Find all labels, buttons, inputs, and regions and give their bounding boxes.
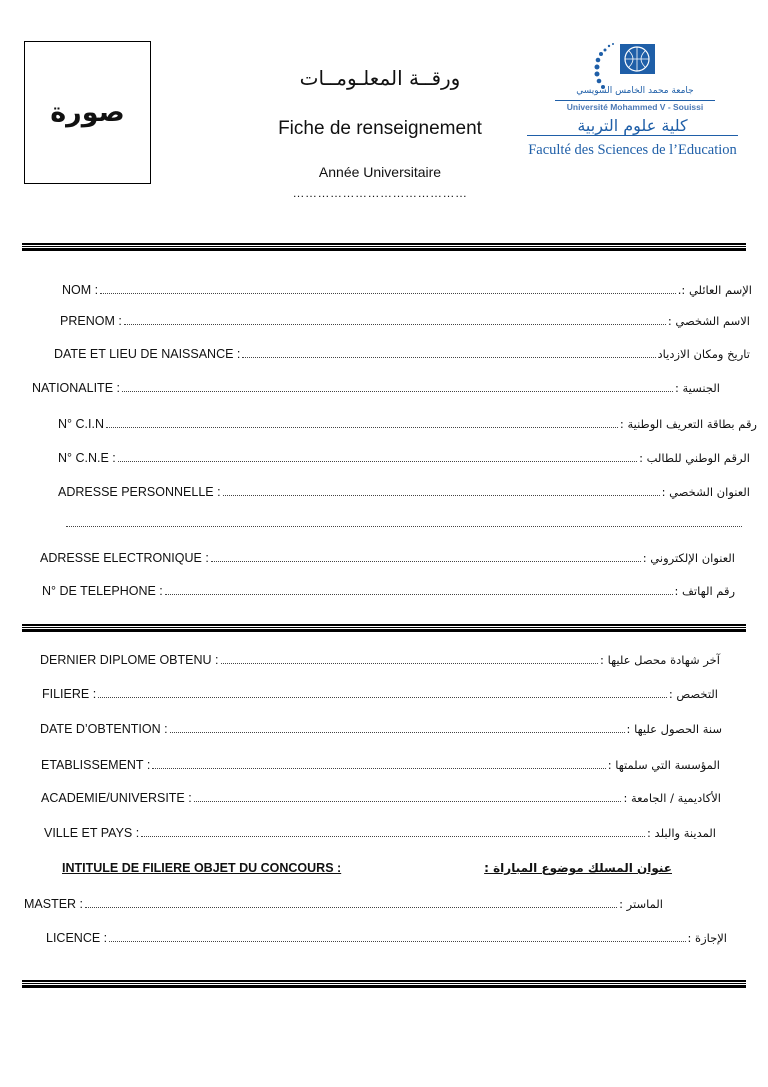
concours-heading-fr: INTITULE DE FILIERE OBJET DU CONCOURS : — [62, 861, 342, 875]
field-input[interactable] — [170, 731, 625, 733]
field-input[interactable] — [122, 390, 673, 392]
field-label-fr: MASTER : — [24, 897, 84, 911]
title-arabic: ورقــة المعلـومــات — [299, 66, 461, 90]
photo-label: صورة — [50, 97, 125, 128]
field-row-diplome[interactable] — [40, 653, 720, 667]
field-label-ar: رقم بطاقة التعريف الوطنية : — [619, 417, 757, 431]
field-label-ar: العنوان الإلكتروني : — [642, 551, 735, 565]
field-row-academie[interactable] — [41, 791, 721, 805]
field-row-adresse[interactable] — [58, 485, 750, 499]
field-row-cne[interactable] — [58, 451, 750, 465]
field-input[interactable] — [211, 560, 641, 562]
field-label-fr: N° C.N.E : — [58, 451, 116, 465]
field-input[interactable] — [194, 800, 622, 802]
photo-box — [24, 41, 151, 184]
field-label-ar: التخصص : — [668, 687, 718, 701]
field-label-fr: PRENOM : — [60, 314, 122, 328]
field-label-fr: NOM : — [62, 283, 99, 297]
university-logo — [525, 38, 740, 163]
field-label-ar: الجنسية : — [674, 381, 720, 395]
field-input[interactable] — [98, 696, 667, 698]
field-label-ar: الرقم الوطني للطالب : — [639, 451, 750, 465]
field-label-fr: ETABLISSEMENT : — [41, 758, 151, 772]
academic-year-field[interactable]: …………………………………… — [292, 186, 468, 200]
field-label-ar: رقم الهاتف : — [674, 584, 735, 598]
field-label-fr: VILLE ET PAYS : — [44, 826, 140, 840]
field-label-fr: ADRESSE ELECTRONIQUE : — [40, 551, 209, 565]
field-row-etablissement[interactable] — [41, 758, 720, 772]
field-label-ar: الاسم الشخصي : — [667, 314, 750, 328]
faculty-name-fr: Faculté des Sciences de l’Education — [528, 142, 737, 158]
field-row-prenom[interactable] — [60, 314, 750, 328]
field-row-date-obtention[interactable] — [40, 722, 722, 736]
field-input[interactable] — [85, 906, 617, 908]
field-input[interactable] — [242, 356, 655, 358]
field-input[interactable] — [223, 494, 660, 496]
section-divider — [22, 243, 746, 253]
university-name-fr: Université Mohammed V - Souissi — [555, 100, 715, 112]
section-divider — [22, 624, 746, 634]
field-label-ar: سنة الحصول عليها : — [626, 722, 722, 736]
field-label-fr: N° C.I.N — [58, 417, 104, 431]
field-label-fr: FILIERE : — [42, 687, 97, 701]
field-input[interactable] — [124, 323, 666, 325]
university-name-ar: جامعة محمد الخامس السويسي — [576, 86, 694, 96]
field-input[interactable] — [109, 940, 685, 942]
field-input[interactable] — [106, 426, 618, 428]
field-input[interactable] — [165, 593, 673, 595]
field-row-telephone[interactable] — [42, 584, 735, 598]
field-label-fr: LICENCE : — [46, 931, 108, 945]
adresse-continuation-line[interactable] — [66, 525, 742, 527]
field-input[interactable] — [152, 767, 605, 769]
field-row-nationalite[interactable] — [32, 381, 720, 395]
field-label-fr: DATE ET LIEU DE NAISSANCE : — [54, 347, 241, 361]
section-divider — [22, 980, 746, 990]
title-french: Fiche de renseignement — [278, 118, 482, 139]
field-label-ar: آخر شهادة محصل عليها : — [600, 653, 720, 667]
field-label-fr: N° DE TELEPHONE : — [42, 584, 163, 598]
field-label-fr: ADRESSE PERSONNELLE : — [58, 485, 221, 499]
field-row-ville-pays[interactable] — [44, 826, 716, 840]
field-row-master[interactable] — [24, 897, 663, 911]
field-label-fr: NATIONALITE : — [32, 381, 120, 395]
faculty-name-ar: كلية علوم التربية — [527, 116, 738, 136]
academic-year-label: Année Universitaire — [318, 164, 442, 180]
concours-heading-ar: عنوان المسلك موضوع المباراة : — [484, 861, 672, 875]
field-input[interactable] — [221, 662, 599, 664]
field-label-ar: الإسم العائلي :. — [677, 283, 752, 297]
field-row-filiere[interactable] — [42, 687, 718, 701]
field-row-nom[interactable] — [62, 283, 752, 297]
field-row-email[interactable] — [40, 551, 735, 565]
field-label-ar: المدينة والبلد : — [647, 826, 716, 840]
field-label-ar: المؤسسة التي سلمتها : — [607, 758, 720, 772]
field-input[interactable] — [141, 835, 645, 837]
field-input[interactable] — [118, 460, 637, 462]
field-row-cin[interactable] — [58, 417, 757, 431]
field-label-fr: DERNIER DIPLOME OBTENU : — [40, 653, 219, 667]
field-row-naissance[interactable] — [54, 347, 750, 361]
field-label-fr: ACADEMIE/UNIVERSITE : — [41, 791, 192, 805]
field-label-fr: DATE D’OBTENTION : — [40, 722, 168, 736]
field-label-ar: الإجازة : — [687, 931, 727, 945]
field-label-ar: العنوان الشخصي : — [661, 485, 750, 499]
field-label-ar: تاريخ ومكان الازدياد — [657, 347, 750, 361]
field-row-licence[interactable] — [46, 931, 727, 945]
field-input[interactable] — [100, 292, 676, 294]
field-label-ar: الأكاديمية / الجامعة : — [623, 791, 721, 805]
field-label-ar: الماستر : — [619, 897, 663, 911]
